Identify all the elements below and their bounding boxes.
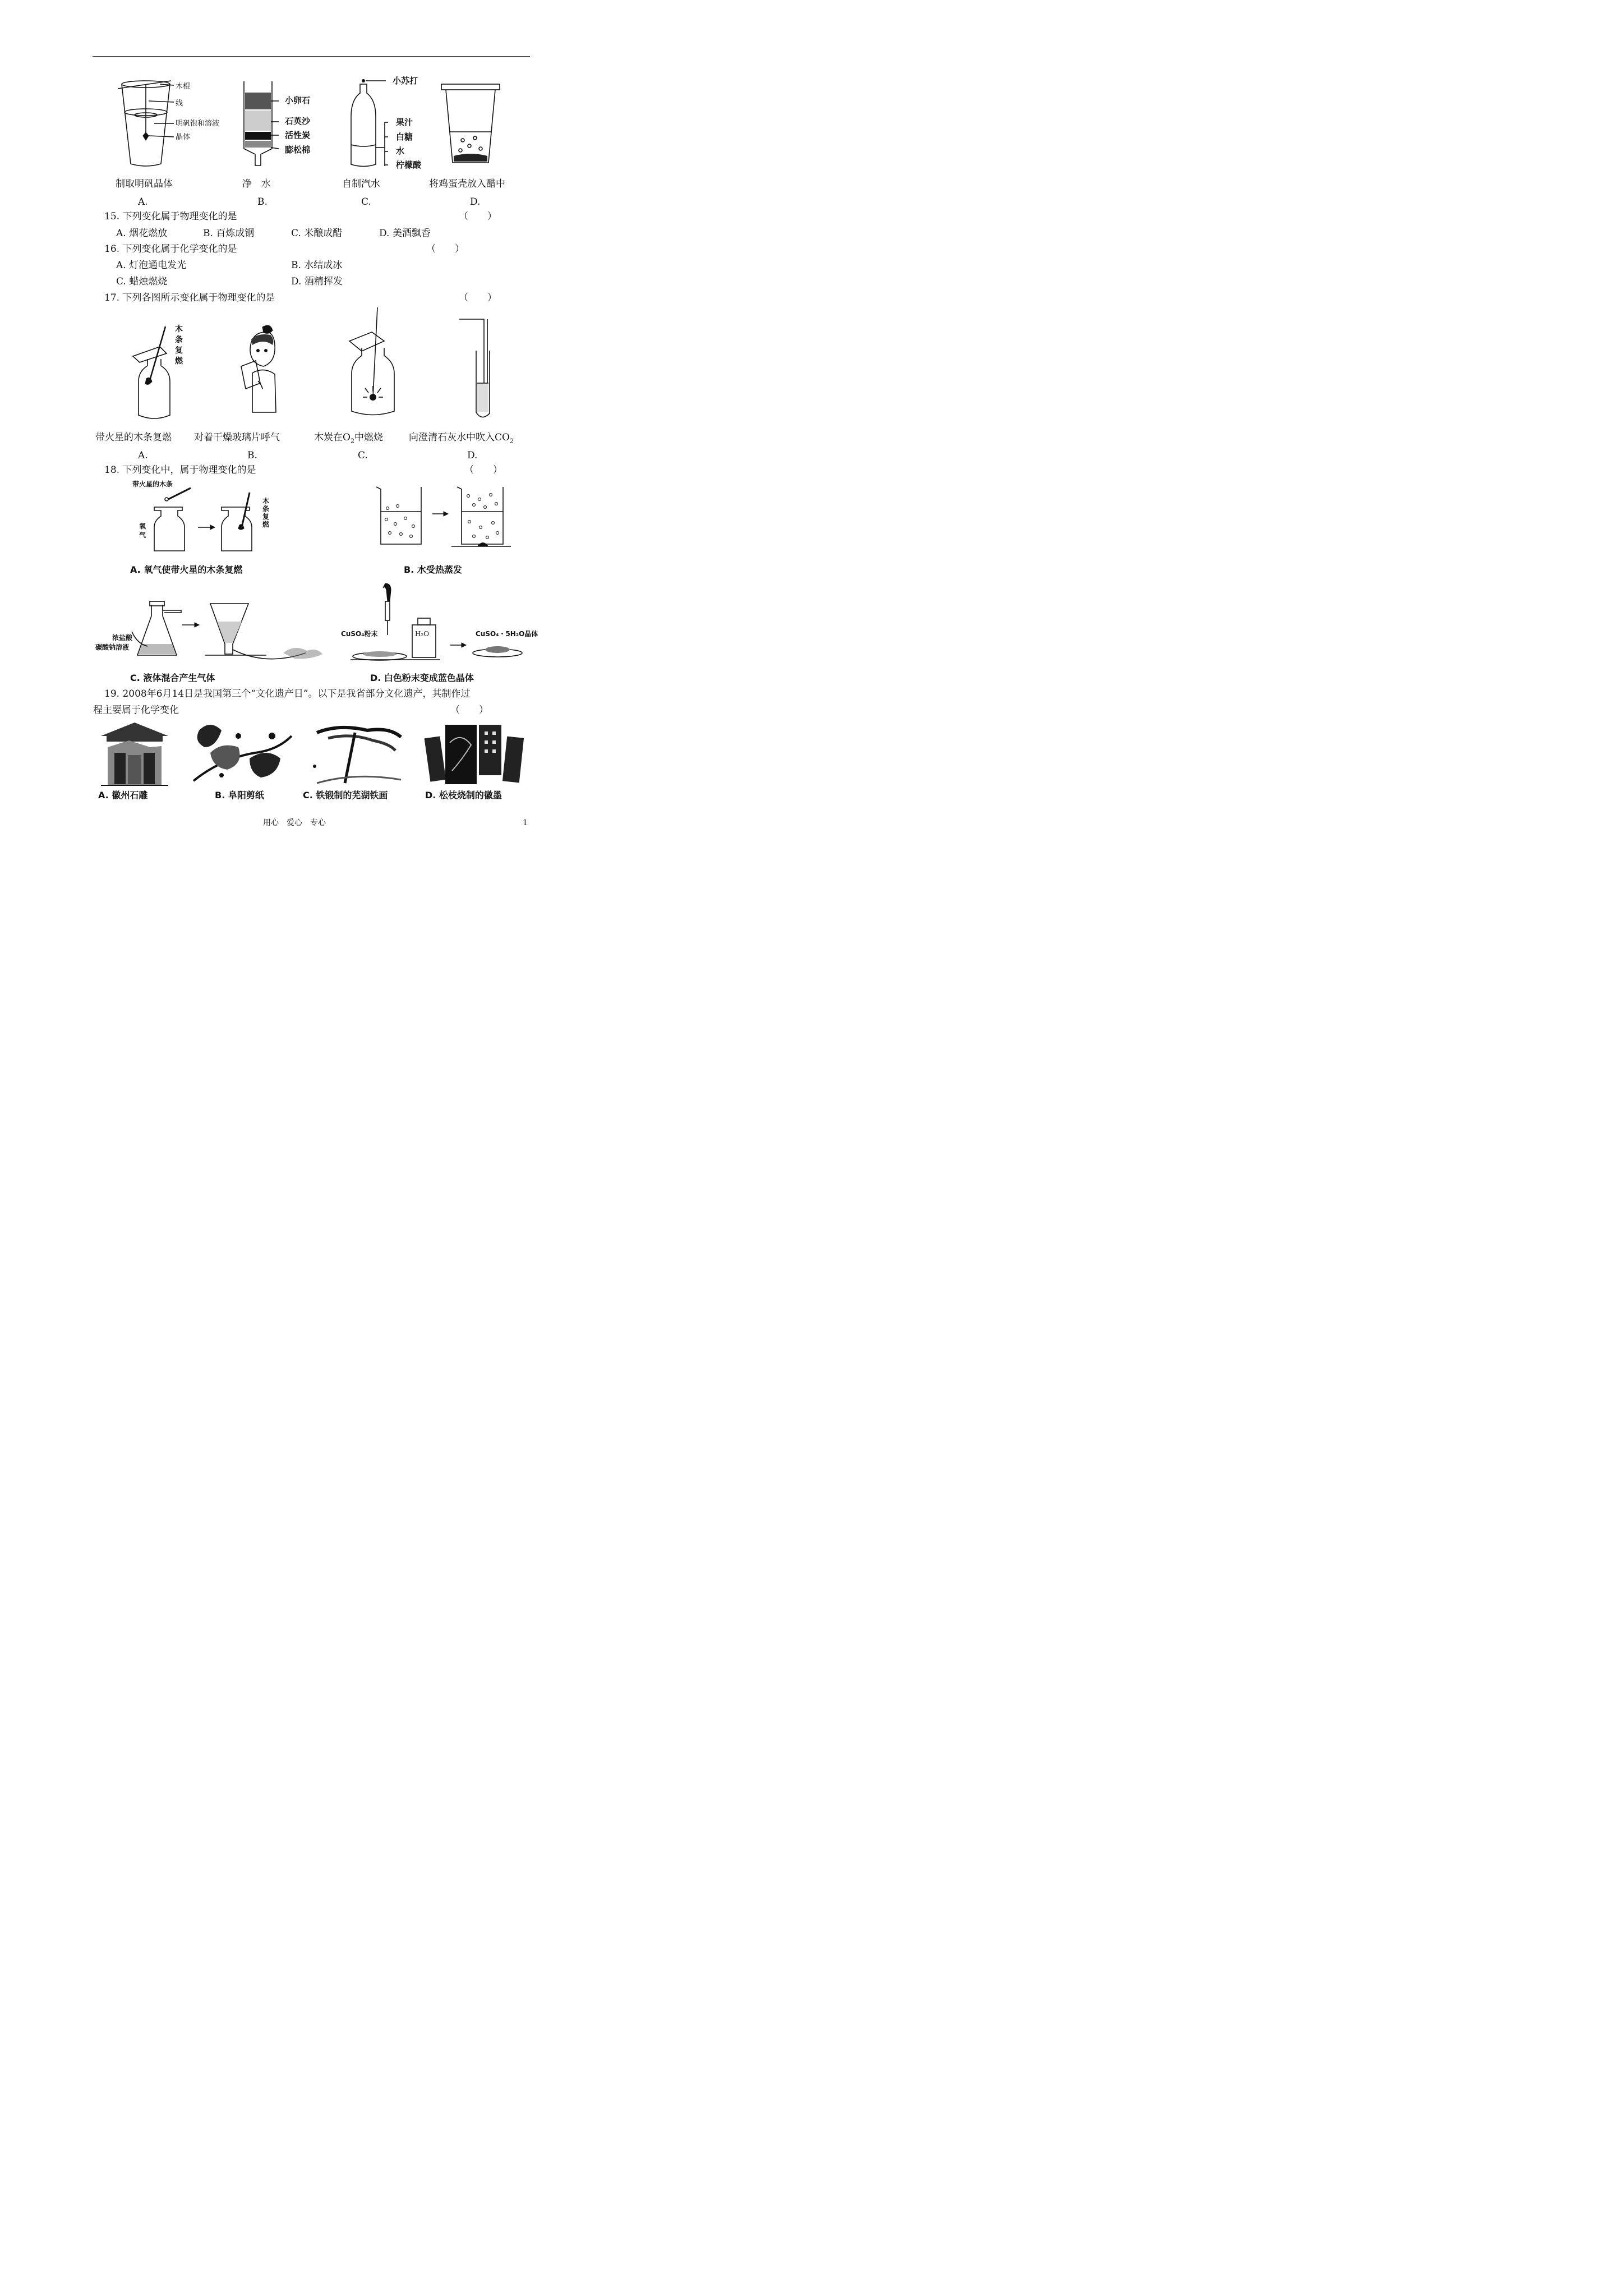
q17-caption-d-text: 向澄清石灰水中吹入CO	[409, 432, 510, 443]
label-quartz-sand: 石英沙	[285, 116, 311, 126]
fuyang-paper-cut-image	[188, 719, 294, 786]
label-cotton: 膨松棉	[285, 145, 311, 155]
q14-option-a: A.	[138, 196, 148, 208]
q17-option-d: D.	[467, 450, 478, 461]
label-alum-solution: 明矾饱和溶液	[176, 119, 220, 128]
oxygen-bottles-figure	[137, 488, 272, 555]
limewater-test-tube-figure	[457, 317, 491, 424]
q14-option-d: D.	[470, 196, 481, 208]
label-thread: 线	[176, 99, 183, 108]
q14-caption-a: 制取明矾晶体	[116, 178, 173, 190]
label-crystal: 晶体	[176, 133, 191, 141]
q18-caption-a: A. 氧气使带火星的木条复燃	[130, 564, 243, 575]
q19-answer-bracket[interactable]: （ ）	[450, 705, 488, 716]
q19-caption-c: C. 铁锻制的芜湖铁画	[303, 790, 388, 800]
q14-option-c: C.	[361, 196, 371, 208]
q19-caption-d: D. 松枝烧制的徽墨	[425, 790, 502, 800]
q18-caption-b: B. 水受热蒸发	[404, 564, 462, 575]
q17-caption-c-sub: 2	[350, 437, 354, 445]
q17-caption-b: 对着干燥玻璃片呼气	[194, 432, 280, 443]
label-cuso4-crystal: CuSO₄・5H₂O晶体	[476, 630, 538, 638]
q17-option-c: C.	[358, 450, 368, 461]
q16-option-b[interactable]: B. 水结成冰	[291, 260, 343, 271]
q15-option-c[interactable]: C. 米酿成醋	[291, 228, 343, 239]
label-conc-hcl: 浓盐酸	[112, 634, 133, 642]
soda-bottle-figure	[348, 77, 393, 170]
eggshell-vinegar-figure	[440, 84, 502, 168]
q17-option-a: A.	[138, 450, 148, 461]
alum-crystal-beaker-figure	[115, 79, 177, 168]
label-citric-acid: 柠檬酸	[396, 160, 422, 170]
q17-caption-d	[409, 433, 514, 444]
q17-caption-c	[314, 433, 383, 444]
label-sugar: 白糖	[396, 132, 413, 142]
cuso4-crystal-figure	[339, 583, 552, 662]
q17-caption-c-part1: 木炭在O	[314, 432, 351, 443]
label-juice: 果汁	[396, 117, 413, 127]
q18-answer-bracket[interactable]: （ ）	[464, 464, 502, 476]
q19-stem-line2: 程主要属于化学变化	[93, 705, 179, 716]
huizhou-stone-carving-image	[95, 719, 174, 786]
q14-caption-b: 净 水	[242, 178, 271, 190]
label-splint-relit: 木条复燃	[175, 325, 183, 366]
label-h2o: H₂O	[415, 630, 430, 638]
q18-caption-c: C. 液体混合产生气体	[130, 673, 215, 683]
q16-option-d[interactable]: D. 酒精挥发	[291, 276, 343, 287]
q17-answer-bracket[interactable]: （ ）	[459, 292, 497, 303]
label-glowing-splint: 带火星的木条	[132, 480, 173, 488]
q15-answer-bracket[interactable]: （ ）	[459, 211, 497, 222]
q19-stem-line1: 19. 2008年6月14日是我国第三个“文化遗产日”。以下是我省部分文化遗产，其制作过	[104, 688, 471, 700]
q15-option-b[interactable]: B. 百炼成钢	[203, 228, 255, 239]
q14-caption-d: 将鸡蛋壳放入醋中	[429, 178, 505, 190]
header-rule	[93, 56, 530, 57]
q16-stem: 16. 下列变化属于化学变化的是	[104, 243, 237, 255]
q17-caption-c-part2: 中燃烧	[354, 432, 383, 443]
label-baking-soda: 小苏打	[393, 76, 418, 86]
wuhu-iron-painting-image	[306, 721, 407, 786]
q15-option-a[interactable]: A. 烟花燃放	[116, 228, 168, 239]
q17-option-b: B.	[247, 450, 257, 461]
q14-caption-c: 自制汽水	[342, 178, 380, 190]
girl-breathing-on-glass-figure	[236, 323, 286, 424]
label-oxygen: 氧气	[139, 522, 146, 539]
label-splint-relit-18: 木条复燃	[262, 497, 270, 528]
q17-caption-d-sub: 2	[509, 437, 514, 445]
q18-caption-d: D. 白色粉末变成蓝色晶体	[370, 673, 474, 683]
label-water: 水	[396, 146, 405, 156]
label-cuso4-powder: CuSO₄粉末	[341, 630, 378, 638]
q19-caption-a: A. 徽州石雕	[98, 790, 148, 800]
q16-option-c[interactable]: C. 蜡烛燃烧	[116, 276, 168, 287]
gas-generation-figure	[98, 599, 328, 662]
q19-caption-b: B. 阜阳剪纸	[215, 790, 264, 800]
footer-motto: 用心 爱心 专心	[263, 818, 326, 827]
q15-stem: 15. 下列变化属于物理变化的是	[104, 211, 237, 222]
q17-stem: 17. 下列各图所示变化属于物理变化的是	[104, 292, 275, 303]
water-filter-figure	[238, 81, 283, 171]
q15-option-d[interactable]: D. 美酒飘香	[379, 228, 431, 239]
label-na2co3-solution: 碳酸钠溶液	[95, 643, 130, 651]
q14-option-b: B.	[257, 196, 268, 208]
label-wood-stick: 木棍	[176, 82, 191, 91]
water-evaporation-figure	[373, 482, 510, 553]
q18-stem: 18. 下列变化中，属于物理变化的是	[104, 464, 256, 476]
huimo-ink-sticks-image	[422, 720, 528, 786]
q16-answer-bracket[interactable]: （ ）	[426, 243, 464, 255]
label-pebbles: 小卵石	[285, 95, 311, 105]
charcoal-burning-figure	[345, 307, 401, 420]
q16-option-a[interactable]: A. 灯泡通电发光	[116, 260, 187, 271]
page-number: 1	[523, 818, 528, 827]
label-activated-carbon: 活性炭	[285, 130, 311, 140]
q17-caption-a: 带火星的木条复燃	[95, 432, 172, 443]
